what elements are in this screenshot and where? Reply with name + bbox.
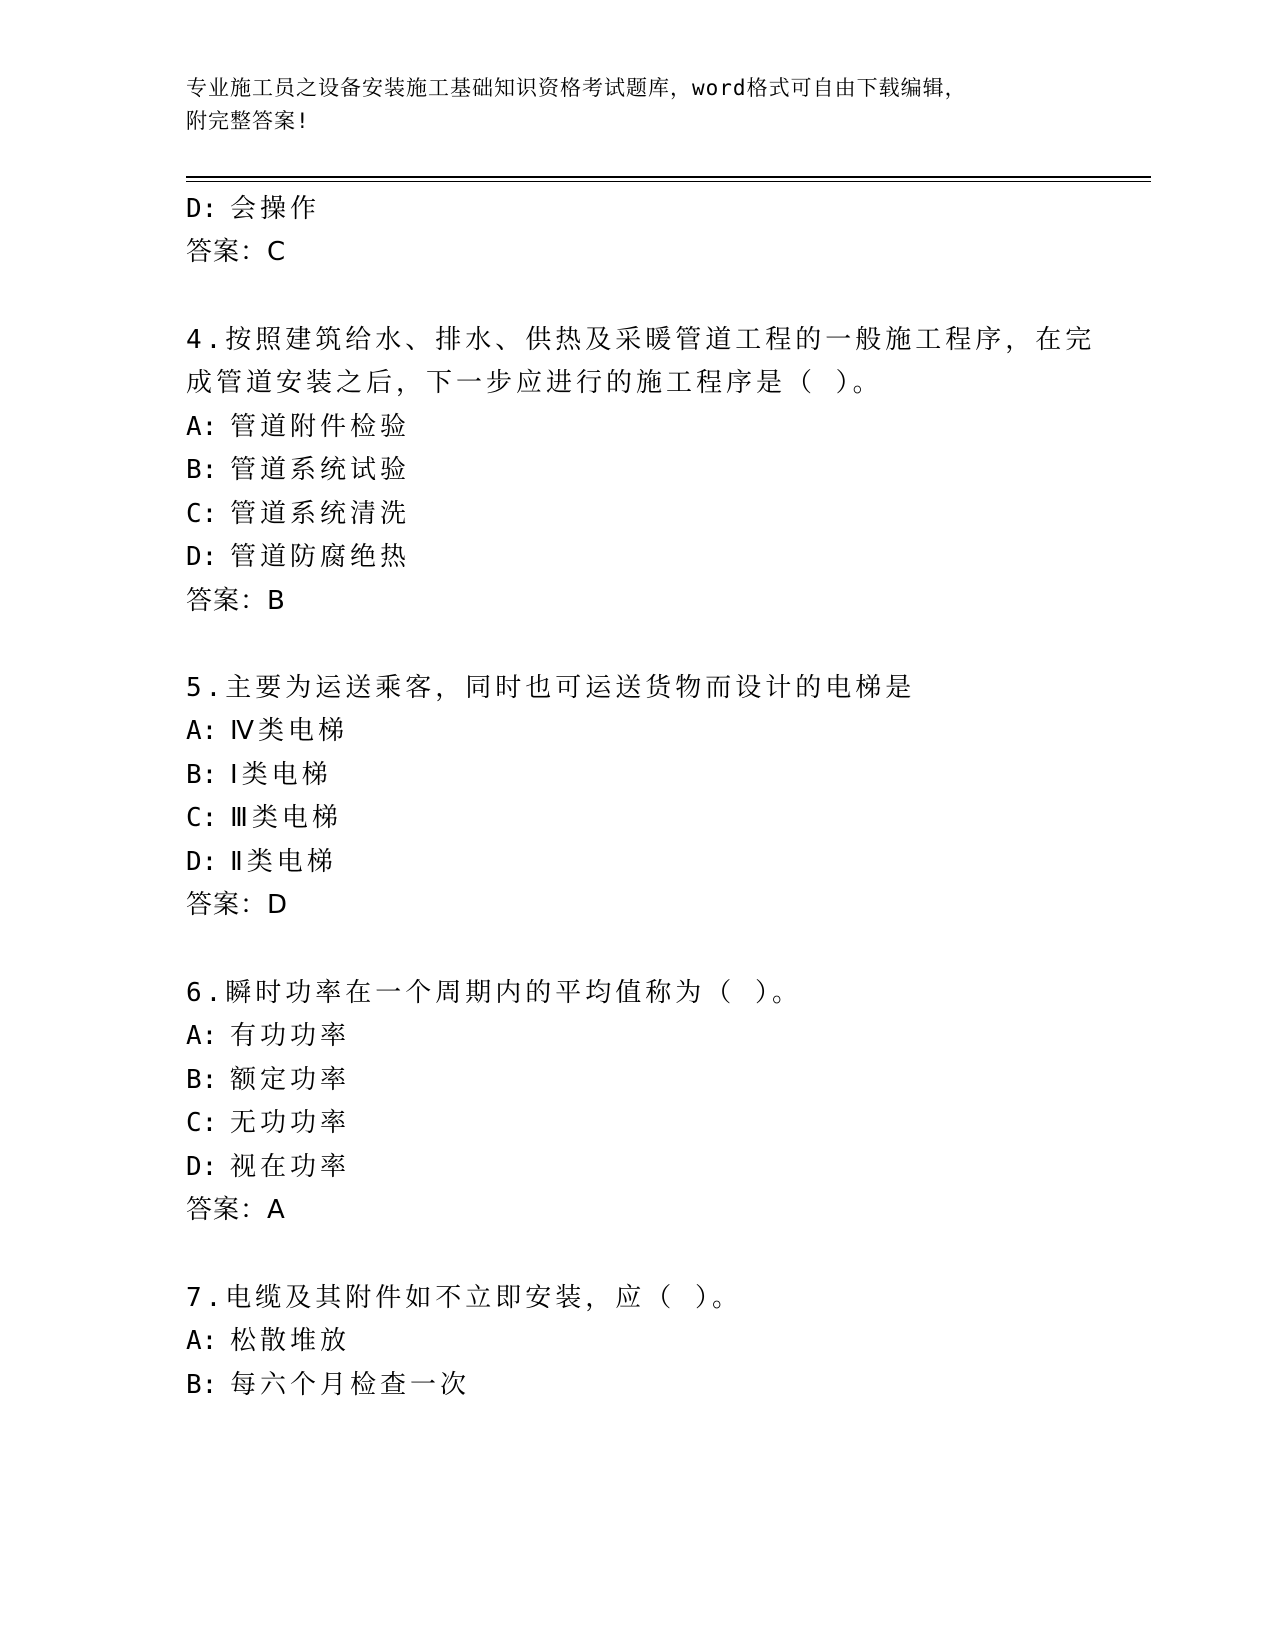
option-label: D: bbox=[186, 1152, 218, 1182]
q5-answer: 答案：D bbox=[186, 890, 289, 920]
q5-option-d bbox=[186, 844, 337, 880]
option-label: D: bbox=[186, 194, 218, 224]
q4-option-a bbox=[186, 409, 410, 445]
header-divider-thin bbox=[186, 181, 1151, 182]
q6-option-c bbox=[186, 1105, 350, 1141]
q7-option-a bbox=[186, 1323, 350, 1359]
option-label: D: bbox=[186, 847, 218, 877]
q7-stem: 7.电缆及其附件如不立即安装，应（ ）。 bbox=[186, 1283, 742, 1313]
q4-option-b bbox=[186, 452, 410, 488]
q6-option-d bbox=[186, 1149, 350, 1185]
option-label: C: bbox=[186, 499, 218, 529]
option-text: 管道防腐绝热 bbox=[230, 542, 411, 572]
q3-option-d bbox=[186, 191, 320, 227]
q5-stem: 5.主要为运送乘客，同时也可运送货物而设计的电梯是 bbox=[186, 673, 916, 703]
q6-stem: 6.瞬时功率在一个周期内的平均值称为（ ）。 bbox=[186, 978, 802, 1008]
option-text: 无功功率 bbox=[230, 1108, 351, 1138]
option-text: 有功功率 bbox=[230, 1021, 351, 1051]
option-label: C: bbox=[186, 1108, 218, 1138]
q5-option-c bbox=[186, 800, 342, 836]
option-text: Ⅱ类电梯 bbox=[230, 847, 337, 877]
document-header bbox=[186, 72, 1066, 138]
q6-option-b bbox=[186, 1062, 350, 1098]
option-text: 每六个月检查一次 bbox=[230, 1370, 471, 1400]
option-text: Ⅲ类电梯 bbox=[230, 803, 342, 833]
option-text: Ⅰ类电梯 bbox=[230, 760, 332, 790]
option-text: 额定功率 bbox=[230, 1065, 351, 1095]
option-label: B: bbox=[186, 1370, 218, 1400]
option-text: 会操作 bbox=[230, 194, 321, 224]
option-label: B: bbox=[186, 455, 218, 485]
option-label: A: bbox=[186, 412, 218, 442]
option-text: 视在功率 bbox=[230, 1152, 351, 1182]
q4-answer: 答案：B bbox=[186, 586, 286, 616]
option-label: B: bbox=[186, 1065, 218, 1095]
header-divider-thick bbox=[186, 176, 1151, 178]
header-line-2: 附完整答案! bbox=[186, 109, 310, 133]
option-label: A: bbox=[186, 1326, 218, 1356]
q4-option-d bbox=[186, 539, 410, 575]
option-label: D: bbox=[186, 542, 218, 572]
q4-stem-line-1: 4.按照建筑给水、排水、供热及采暖管道工程的一般施工程序，在完 bbox=[186, 325, 1096, 355]
q6-option-a bbox=[186, 1018, 350, 1054]
q6-answer: 答案：A bbox=[186, 1195, 286, 1225]
option-text: 管道系统试验 bbox=[230, 455, 411, 485]
q4-stem-line-2: 成管道安装之后，下一步应进行的施工程序是（ ）。 bbox=[186, 368, 883, 398]
option-text: 松散堆放 bbox=[230, 1326, 351, 1356]
option-label: C: bbox=[186, 803, 218, 833]
option-label: A: bbox=[186, 1021, 218, 1051]
q5-option-b bbox=[186, 757, 332, 793]
option-label: A: bbox=[186, 716, 218, 746]
header-line-1: 专业施工员之设备安装施工基础知识资格考试题库，word格式可自由下载编辑， bbox=[186, 76, 967, 100]
q5-option-a bbox=[186, 713, 348, 749]
q3-answer: 答案：C bbox=[186, 237, 287, 267]
q4-option-c bbox=[186, 496, 410, 532]
option-text: 管道附件检验 bbox=[230, 412, 411, 442]
option-text: 管道系统清洗 bbox=[230, 499, 411, 529]
option-text: Ⅳ类电梯 bbox=[230, 716, 348, 746]
option-label: B: bbox=[186, 760, 218, 790]
q7-option-b bbox=[186, 1367, 470, 1403]
